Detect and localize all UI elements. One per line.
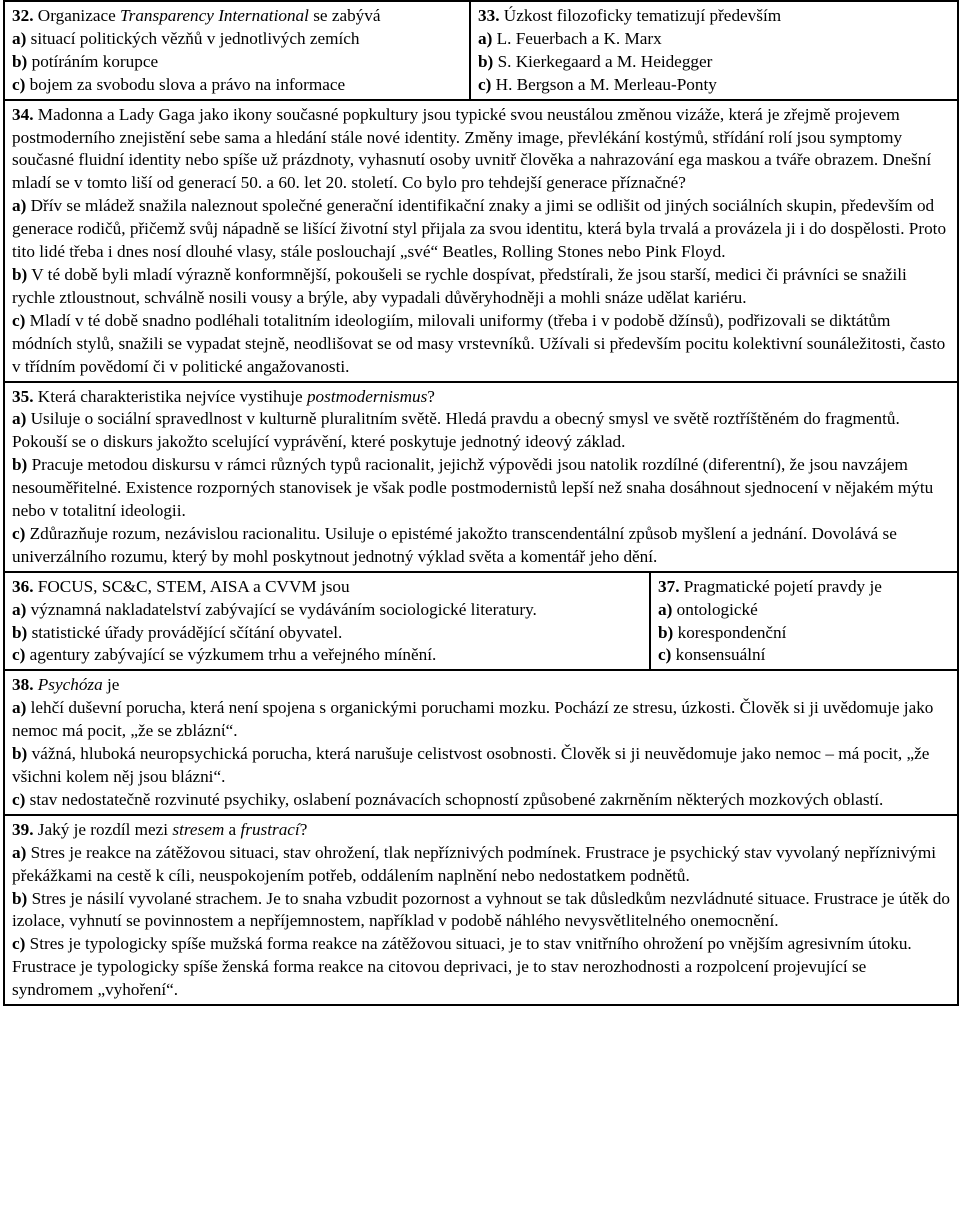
option-label: c)	[12, 523, 26, 543]
q36-number: 36.	[12, 576, 34, 596]
option-label: c)	[478, 74, 492, 94]
option-text: stav nedostatečně rozvinuté psychiky, oslabení poznávacích schopností způsobené zakrněním některých mozkových oblastí.	[25, 789, 884, 809]
option-label: a)	[12, 599, 27, 619]
option-label: a)	[478, 28, 493, 48]
q36-option-a[interactable]	[12, 599, 643, 622]
q38-option-b[interactable]	[12, 743, 951, 789]
option-text: Stres je násilí vyvolané strachem. Je to snaha vzbudit pozornost a vyhnout se tak důsledkům nezvládnuté situace. Frustrace je útěk do izolace, vyhnutí se povinnostem a nepříjemnostem, například v podobě náhlého nevysvětlitelného onemocnění.	[12, 888, 950, 931]
option-label: a)	[12, 842, 27, 862]
q37-number: 37.	[658, 576, 680, 596]
option-text: Dřív se mládež snažila naleznout společné generační identifikační znaky a jimi se odlišit od jiných sociálních skupin, především od generace rodičů, přičemž svůj nápadně se lišící životní styl přijala za svou identitu, která byla trvalá a provázela ji i do dospělosti. Proto tito lidé třeba i dnes nosí dlouhé vlasy, stále poslouchají „své“ Beatles, Rolling Stones nebo Pink Floyd.	[12, 196, 947, 262]
q39-cell	[4, 815, 958, 1005]
q38-question	[12, 674, 951, 697]
option-text: statistické úřady provádějící sčítání obyvatel.	[27, 622, 343, 642]
q39-option-a[interactable]	[12, 842, 951, 888]
option-text: Pracuje metodou diskursu v rámci různých typů racionalit, jejichž výpovědi jsou natolik rozdílné (diferentní), že jsou navzájem nesouměřitelné. Existence rozporných stanovisek je však podle postmodernistů lepší než snaha dosáhnout sjednocení v nějakém mýtu nebo v totalitní ideologii.	[12, 455, 934, 521]
option-label: b)	[12, 264, 28, 284]
option-text: Mladí v té době snadno podléhali totalitním ideologiím, milovali uniformy (třeba i v podobě džínsů), podřizovali se diktátům módních stylů, snažili se vypadat stejně, neodlišovat se od masy vrstevníků. Užívali si především pocitu kolektivní sounáležitosti, často v třídním povědomí či v politické angažovanosti.	[12, 310, 946, 376]
q34-question	[12, 104, 951, 196]
q37-cell	[650, 572, 958, 671]
q35-question	[12, 386, 951, 409]
row-q36-q37	[4, 572, 958, 671]
q34-option-c[interactable]	[12, 310, 951, 379]
q39-text-a: Jaký je rozdíl mezi	[33, 819, 173, 839]
q33-option-b[interactable]	[478, 51, 951, 74]
option-label: c)	[658, 645, 672, 665]
q33-cell	[470, 1, 958, 100]
option-label: a)	[12, 698, 27, 718]
q32-text-b: Transparency International	[120, 6, 309, 25]
option-label: b)	[12, 455, 28, 475]
q34-text: Madonna a Lady Gaga jako ikony současné popkultury jsou typické svou neustálou změnou vizáže, která je zřejmě projevem postmoderního znejistění sebe sama a hledání stále nové identity. Změny image, převlékání kostýmů, střídání rolí jsou symptomy současné fluidní identity nebo spíše už prázdnoty, vyhasnutí osoby uvnitř člověka a nahrazování ega maskou a tváře obrazem. Dnešní mladí se v tomto liší od generací 50. a 60. let 20. století. Co bylo pro tehdejší generace příznačné?	[12, 104, 932, 193]
q36-text: FOCUS, SC&C, STEM, AISA a CVVM jsou	[33, 576, 350, 596]
option-label: b)	[12, 888, 28, 908]
q35-option-c[interactable]	[12, 523, 951, 569]
q34-cell	[4, 100, 958, 382]
option-text: agentury zabývající se výzkumem trhu a veřejného mínění.	[25, 645, 437, 665]
q38-number: 38.	[12, 675, 34, 695]
q37-text: Pragmatické pojetí pravdy je	[679, 576, 882, 596]
q38-text-c: je	[102, 675, 120, 695]
q36-cell	[4, 572, 650, 671]
option-text: S. Kierkegaard a M. Heidegger	[493, 51, 713, 71]
q35-number: 35.	[12, 386, 34, 406]
q37-question	[658, 576, 951, 599]
q35-text-a: Která charakteristika nejvíce vystihuje	[33, 386, 307, 406]
option-text: ontologické	[672, 599, 758, 619]
option-text: konsensuální	[671, 645, 766, 665]
option-text: Stres je typologicky spíše mužská forma reakce na zátěžovou situaci, je to stav vnitřního ohrožení po vnějším agresivním útoku. Frustrace je typologicky spíše ženská forma reakce na citovou deprivaci, je to stav nerozhodnosti a rozpolcení projevující se syndromem „vyhoření“.	[12, 934, 912, 1000]
option-text: Stres je reakce na zátěžovou situaci, stav ohrožení, tlak nepříznivých podmínek. Frustrace je psychický stav vyvolaný nepříznivými překážkami na cestě k cíli, neuspokojením potřeb, oddálením naplnění nebo nedostatkem podnětů.	[12, 842, 937, 885]
option-text: potíráním korupce	[27, 51, 159, 71]
option-label: b)	[12, 744, 28, 764]
option-label: c)	[12, 74, 26, 94]
q39-text-c: a	[224, 819, 241, 839]
row-q39	[4, 815, 958, 1005]
q39-text-e: ?	[299, 819, 308, 839]
q39-option-c[interactable]	[12, 933, 951, 1002]
q32-text-a: Organizace	[37, 6, 121, 25]
q39-text-b: stresem	[172, 819, 225, 839]
q32-number: 32.	[12, 6, 34, 25]
option-text: Zdůrazňuje rozum, nezávislou racionalitu. Usiluje o epistémé jakožto transcendentální způsob myšlení a jednání. Dovolává se univerzálního rozumu, který by mohl poskytnout jednotný výklad světa a komentář jeho dění.	[12, 523, 897, 566]
q32-option-a[interactable]	[12, 28, 463, 51]
q39-question	[12, 819, 951, 842]
option-text: korespondenční	[673, 622, 787, 642]
option-label: b)	[12, 51, 28, 71]
q35-option-a[interactable]	[12, 408, 951, 454]
option-text: Usiluje o sociální spravedlnost v kulturně pluralitním světě. Hledá pravdu a obecný smysl ve světě roztříštěném do fragmentů. Pokouší se o diskurs jakožto scelující vyprávění, které poskytuje jednotný ideový základ.	[12, 409, 900, 452]
q32-text-c: se zabývá	[308, 6, 381, 25]
q32-cell	[4, 1, 470, 100]
row-q38	[4, 670, 958, 814]
q35-text-c: ?	[427, 386, 435, 406]
option-text: situací politických vězňů v jednotlivých zemích	[26, 28, 360, 48]
q35-text-b: postmodernismus	[306, 386, 428, 406]
option-label: a)	[12, 409, 27, 429]
option-label: a)	[12, 196, 27, 216]
option-text: V té době byli mladí výrazně konformnější, pokoušeli se rychle dospívat, předstírali, že jsou starší, medici či právníci se snažili rychle ztloustnout, schválně nosili vousy a brýle, aby vypadali důvěryhodněji a mohli snáze udělat kariéru.	[12, 264, 907, 307]
q33-text: Úzkost filozoficky tematizují především	[499, 6, 782, 25]
q36-option-c[interactable]	[12, 644, 643, 667]
q37-option-a[interactable]	[658, 599, 951, 622]
q33-question	[478, 5, 951, 28]
q34-option-a[interactable]	[12, 195, 951, 264]
q38-option-a[interactable]	[12, 697, 951, 743]
option-text: L. Feuerbach a K. Marx	[492, 28, 662, 48]
question-table	[3, 0, 959, 1006]
q39-option-b[interactable]	[12, 888, 951, 934]
option-text: lehčí duševní porucha, která není spojena s organickými poruchami mozku. Pochází ze stresu, úzkosti. Člověk si ji uvědomuje jako nemoc má pocit, „že se zbláznί“.	[12, 698, 934, 741]
question-sheet	[3, 0, 957, 1006]
q38-cell	[4, 670, 958, 814]
q36-option-b[interactable]	[12, 622, 643, 645]
q33-number: 33.	[478, 6, 500, 25]
q35-option-b[interactable]	[12, 454, 951, 523]
row-q35	[4, 382, 958, 572]
option-label: c)	[12, 310, 26, 330]
q32-option-c[interactable]	[12, 74, 463, 97]
option-label: c)	[12, 789, 26, 809]
q38-option-c[interactable]	[12, 789, 951, 812]
option-label: c)	[12, 934, 26, 954]
option-text: vážná, hluboká neuropsychická porucha, která narušuje celistvost osobnosti. Člověk si ji neuvědomuje jako nemoc – má pocit, „že všichni kolem něj jsou blázni“.	[12, 744, 930, 786]
q39-text-d: frustrací	[240, 819, 300, 839]
q34-option-b[interactable]	[12, 264, 951, 310]
q33-option-c[interactable]	[478, 74, 951, 97]
option-label: b)	[478, 51, 494, 71]
option-text: významná nakladatelství zabývající se vydáváním sociologické literatury.	[26, 599, 537, 619]
q37-option-c[interactable]	[658, 644, 951, 667]
q36-question	[12, 576, 643, 599]
q34-number: 34.	[12, 104, 34, 124]
option-label: c)	[12, 645, 26, 665]
option-label: b)	[658, 622, 674, 642]
option-label: a)	[658, 599, 673, 619]
q32-option-b[interactable]	[12, 51, 463, 74]
option-label: a)	[12, 28, 27, 48]
q39-number: 39.	[12, 819, 34, 839]
q38-text-b: Psychóza	[37, 675, 103, 695]
row-q34	[4, 100, 958, 382]
option-text: bojem za svobodu slova a právo na informace	[25, 74, 346, 94]
q33-option-a[interactable]	[478, 28, 951, 51]
q32-question	[12, 5, 463, 28]
option-text: H. Bergson a M. Merleau-Ponty	[491, 74, 717, 94]
q37-option-b[interactable]	[658, 622, 951, 645]
q35-cell	[4, 382, 958, 572]
option-label: b)	[12, 622, 28, 642]
row-q32-q33	[4, 1, 958, 100]
